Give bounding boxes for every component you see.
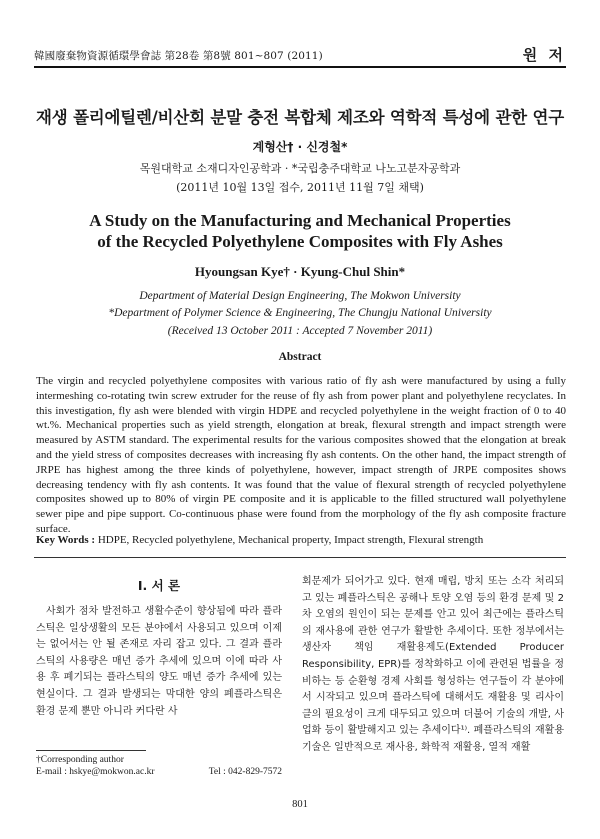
page-number: 801: [292, 799, 308, 810]
keywords: [36, 534, 566, 546]
korean-dates: (2011년 10월 13일 접수, 2011년 11월 7일 채택): [176, 181, 424, 194]
korean-affiliation: 목원대학교 소재디자인공학과 · *국립충주대학교 나노고분자공학과: [139, 162, 461, 175]
english-authors: Hyoungsan Kye† · Kyung-Chul Shin*: [194, 264, 406, 279]
section-title: I. 서 론: [137, 578, 181, 593]
journal-citation: 韓國廢棄物資源循環學會誌 第28卷 第8號 801~807 (2011): [34, 50, 323, 62]
header-rule: [34, 66, 566, 68]
english-affiliation-1: Department of Material Design Engineering, The Mokwon University: [139, 290, 461, 302]
english-title-line2: of the Recycled Polyethylene Composites with Fly Ashes: [97, 232, 503, 251]
english-title: [0, 210, 600, 252]
article-type-badge: 원 저: [522, 46, 566, 64]
english-title-line1: A Study on the Manufacturing and Mechanical Properties: [89, 211, 511, 230]
english-affiliation-2: *Department of Polymer Science & Engineering, The Chungju National University: [108, 307, 492, 319]
body-text-left: 사회가 점차 발전하고 생활수준이 향상됨에 따라 플라스틱은 일상생활의 모든 분야에서 사용되고 있으며 이제는 없어서는 안 될 존재로 자리 잡고 있다. 그 결과 플라스틱의 사용량은 매년 증가 추세에 있으며 이에 따라 사용 후 폐기되는 플라스틱의 양도 매년 증가 추세에 있는 현실이다. 그 결과 발생되는 막대한 양의 폐플라스틱은 환경 문제 뿐만 아니라 커다란 사: [36, 606, 282, 717]
footnote-tel: Tel : 042-829-7572: [208, 767, 282, 777]
abstract-rule: [34, 557, 566, 558]
keywords-label: Key Words :: [36, 534, 96, 546]
footnote-email: E-mail : hskye@mokwon.ac.kr: [36, 767, 155, 777]
left-column: [36, 572, 282, 720]
english-received-dates: (Received 13 October 2011 : Accepted 7 November 2011): [167, 325, 433, 337]
body-text-right: 회문제가 되어가고 있다. 현재 매립, 방치 또는 소각 처리되고 있는 폐플라스틱은 공해나 토양 오염 등의 환경 문제 및 2차 오염의 원인이 되는 문제를 안고 있어 최근에는 플라스틱의 재사용에 관한 연구가 활발한 추세이다. 또한 정부에서는 생산자 책임 재활용제도(Extended Producer Responsibility, EPR)를 정착화하고 이에 관련된 법률을 정비하는 등 순환형 경제 사회를 형성하는 연구들이 각 분야에서 시작되고 있으며 플라스틱에 대해서도 재활용 및 리사이클의 필요성이 크게 대두되고 있으며 더불어 기술의 개발, 사업화 등이 활발해지고 있는 추세이다¹⁾. 폐플라스틱의 재활용 기술은 일반적으로 재사용, 화학적 재활용, 열적 재활: [302, 576, 564, 753]
footnote-corresponding: †Corresponding author: [36, 755, 124, 765]
keywords-text: HDPE, Recycled polyethylene, Mechanical property, Impact strength, Flexural strength: [95, 534, 484, 546]
abstract-heading: Abstract: [278, 351, 322, 363]
korean-title: 재생 폴리에틸렌/비산회 분말 충전 복합체 제조와 역학적 특성에 관한 연구: [36, 108, 564, 127]
footnote: [36, 754, 282, 778]
running-header: [34, 44, 566, 66]
right-column: [302, 574, 564, 757]
footnote-rule: [36, 750, 146, 751]
abstract-text: The virgin and recycled polyethylene composites with various ratio of fly ash were manufactured by using a fully intermeshing co-rotating twin screw extruder for the reuse of fly ash from power plant and polyethylene recyclates. In this investigation, fly ash were blended with virgin HDPE and recycled polyethylene in the weight fraction of 0 to 40 wt.%. Mechanical properties such as yield strength, elongation at break, flexural strength and impact strength were measured by ASTM standard. The experimental results for the various composites showed that the elongation at break and the yield stress of composites decreases with increasing fly ash contents. On the other hand, the impact strength of JRPE has highest among the three kinds of polyethylene, however, impact strength of JRPE composites shows decreasing tendency with fly ash contents. It was found that the value of flexural strength of recycled polyethylene composites showed up to 80% of virgin PE composite and it is applicable to the filled structured wall polyethylene sewer pipe and pipe support. Co-continuous phase were found from the morphology of the fly ash composite fracture surface.: [36, 375, 566, 535]
korean-authors: 계형산† · 신경철*: [252, 140, 348, 154]
